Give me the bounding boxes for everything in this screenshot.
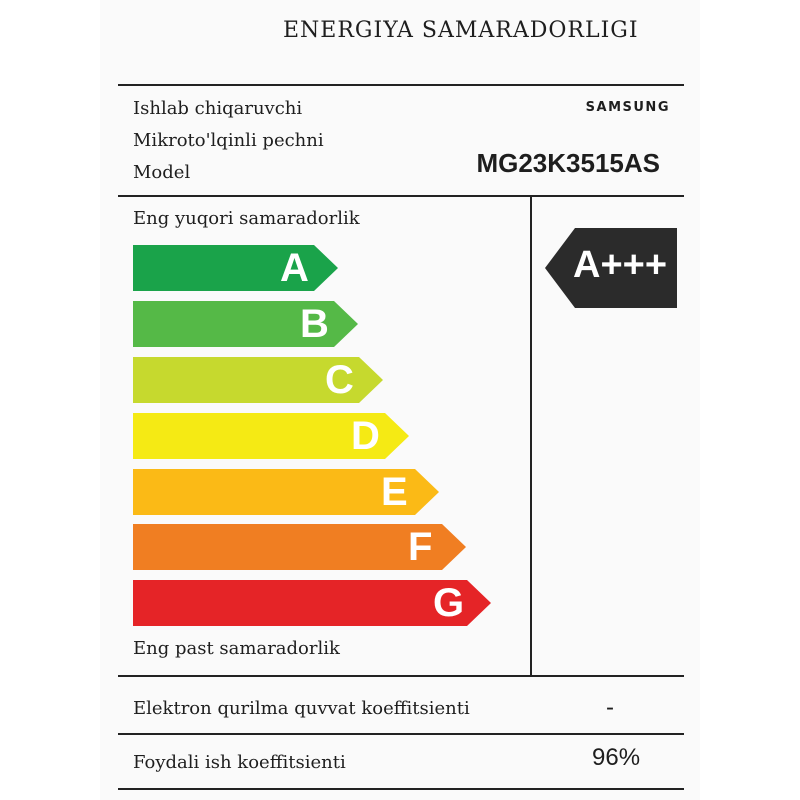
energy-class-bar-g [133, 580, 491, 626]
divider-final [118, 788, 684, 790]
rating-value: A+++ [573, 244, 668, 286]
energy-class-letter: E [381, 470, 408, 514]
model-label: Model [133, 162, 191, 183]
energy-class-bar-b [133, 301, 358, 347]
model-number: MG23K3515AS [476, 148, 660, 178]
efficiency-value: 96% [592, 744, 641, 771]
energy-class-bar-c [133, 357, 383, 403]
product-type-label: Mikroto'lqinli pechni [133, 130, 324, 151]
energy-class-letter: C [325, 358, 354, 402]
energy-class-bar-a [133, 245, 338, 291]
energy-class-bar-f [133, 524, 466, 570]
divider-row [118, 733, 684, 735]
energy-class-bar-e [133, 469, 439, 515]
label-title: ENERGIYA SAMARADORLIGI [283, 18, 639, 43]
energy-class-letter: A [280, 246, 309, 290]
efficiency-label: Foydali ish koeffitsienti [133, 752, 346, 773]
manufacturer-brand: SAMSUNG [585, 100, 670, 115]
power-factor-label: Elektron qurilma quvvat koeffitsienti [133, 698, 470, 719]
energy-class-letter: B [300, 302, 329, 346]
energy-class-bar-d [133, 413, 409, 459]
energy-class-letter: G [433, 581, 465, 625]
bottom-efficiency-label: Eng past samaradorlik [133, 638, 340, 659]
divider-top [118, 84, 684, 86]
energy-class-letter: F [408, 525, 433, 569]
manufacturer-label: Ishlab chiqaruvchi [133, 98, 303, 119]
divider-vertical [530, 195, 532, 675]
top-efficiency-label: Eng yuqori samaradorlik [133, 208, 360, 229]
divider-bottom-scale [118, 675, 684, 677]
energy-class-letter: D [351, 414, 380, 458]
power-factor-value: - [606, 694, 614, 721]
divider-header [118, 195, 684, 197]
